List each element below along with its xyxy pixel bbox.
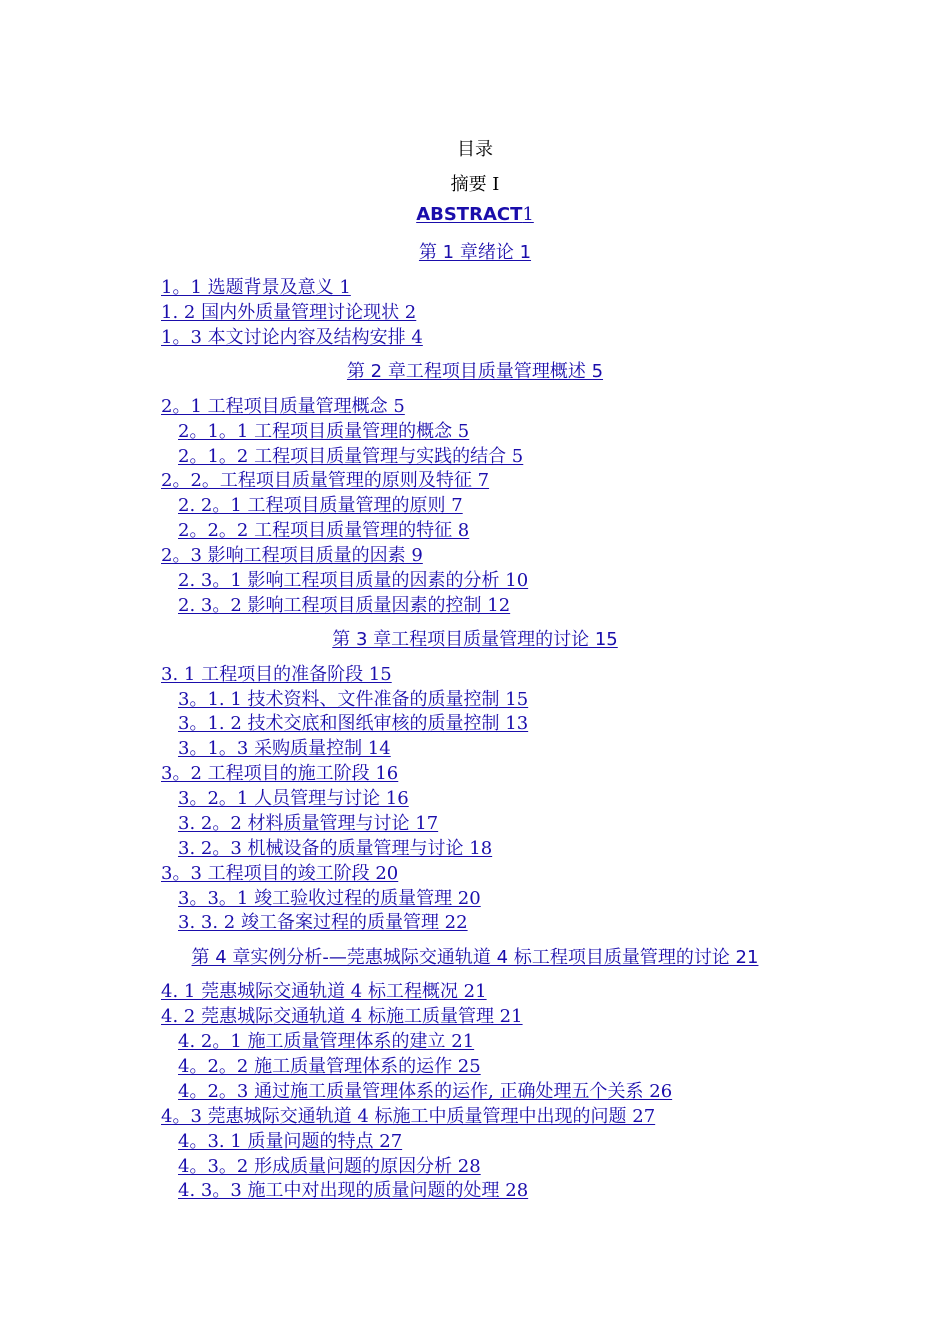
toc-link-1-2[interactable]: 1. 2 国内外质量管理讨论现状 2 [161,302,417,323]
toc-link-4-3-2[interactable]: 4。3。2 形成质量问题的原因分析 28 [178,1156,481,1177]
toc-link-chapter-1[interactable]: 第 1 章绪论 1 [418,242,532,263]
toc-link-2-3-1[interactable]: 2. 3。1 影响工程项目质量的因素的分析 10 [178,570,529,591]
toc-link-3-2[interactable]: 3。2 工程项目的施工阶段 16 [161,763,399,784]
toc-link-3-1[interactable]: 3. 1 工程项目的准备阶段 15 [161,664,392,685]
toc-link-4-2-2[interactable]: 4。2。2 施工质量管理体系的运作 25 [178,1056,481,1077]
toc-link-3-3-2[interactable]: 3. 3. 2 竣工备案过程的质量管理 22 [178,912,468,933]
toc-link-2-1[interactable]: 2。1 工程项目质量管理概念 5 [161,396,405,417]
toc-link-3-1-2[interactable]: 3。1. 2 技术交底和图纸审核的质量控制 13 [178,713,529,734]
toc-link-3-3-1[interactable]: 3。3。1 竣工验收过程的质量管理 20 [178,888,481,909]
abstract-cn-heading: 摘要 I [450,174,500,195]
toc-link-2-2[interactable]: 2。2。工程项目质量管理的原则及特征 7 [161,470,490,491]
toc-link-4-2-3[interactable]: 4。2。3 通过施工质量管理体系的运作, 正确处理五个关系 26 [178,1081,673,1102]
abstract-page: 1 [522,204,534,225]
toc-link-2-3-2[interactable]: 2. 3。2 影响工程项目质量因素的控制 12 [178,595,511,616]
toc-link-2-1-2[interactable]: 2。1。2 工程项目质量管理与实践的结合 5 [178,446,524,467]
toc-link-4-3-1[interactable]: 4。3. 1 质量问题的特点 27 [178,1131,403,1152]
toc-link-chapter-3[interactable]: 第 3 章工程项目质量管理的讨论 15 [332,629,618,650]
toc-link-4-1[interactable]: 4. 1 莞惠城际交通轨道 4 标工程概况 21 [161,981,487,1002]
abstract-label: ABSTRACT [416,204,523,225]
toc-link-4-2[interactable]: 4. 2 莞惠城际交通轨道 4 标施工质量管理 21 [161,1006,523,1027]
toc-link-4-3-3[interactable]: 4. 3。3 施工中对出现的质量问题的处理 28 [178,1180,529,1201]
toc-link-3-2-1[interactable]: 3。2。1 人员管理与讨论 16 [178,788,409,809]
toc-link-2-1-1[interactable]: 2。1。1 工程项目质量管理的概念 5 [178,421,470,442]
toc-title: 目录 [457,139,493,160]
toc-link-2-2-2[interactable]: 2。2。2 工程项目质量管理的特征 8 [178,520,470,541]
toc-link-4-2-1[interactable]: 4. 2。1 施工质量管理体系的建立 21 [178,1031,475,1052]
toc-link-2-2-1[interactable]: 2. 2。1 工程项目质量管理的原则 7 [178,495,463,516]
toc-link-4-3[interactable]: 4。3 莞惠城际交通轨道 4 标施工中质量管理中出现的问题 27 [161,1106,656,1127]
toc-link-3-1-1[interactable]: 3。1. 1 技术资料、文件准备的质量控制 15 [178,689,529,710]
toc-link-3-2-2[interactable]: 3. 2。2 材料质量管理与讨论 17 [178,813,439,834]
toc-link-3-1-3[interactable]: 3。1。3 采购质量控制 14 [178,738,391,759]
toc-link-1-1[interactable]: 1。1 选题背景及意义 1 [161,277,351,298]
toc-link-3-3[interactable]: 3。3 工程项目的竣工阶段 20 [161,863,399,884]
toc-link-1-3[interactable]: 1。3 本文讨论内容及结构安排 4 [161,327,423,348]
toc-link-chapter-2[interactable]: 第 2 章工程项目质量管理概述 5 [346,361,604,382]
toc-link-2-3[interactable]: 2。3 影响工程项目质量的因素 9 [161,545,423,566]
toc-link-chapter-4[interactable]: 第 4 章实例分析-—莞惠城际交通轨道 4 标工程项目质量管理的讨论 21 [191,947,759,968]
toc-link-abstract[interactable] [0,204,950,225]
toc-link-3-2-3[interactable]: 3. 2。3 机械设备的质量管理与讨论 18 [178,838,493,859]
